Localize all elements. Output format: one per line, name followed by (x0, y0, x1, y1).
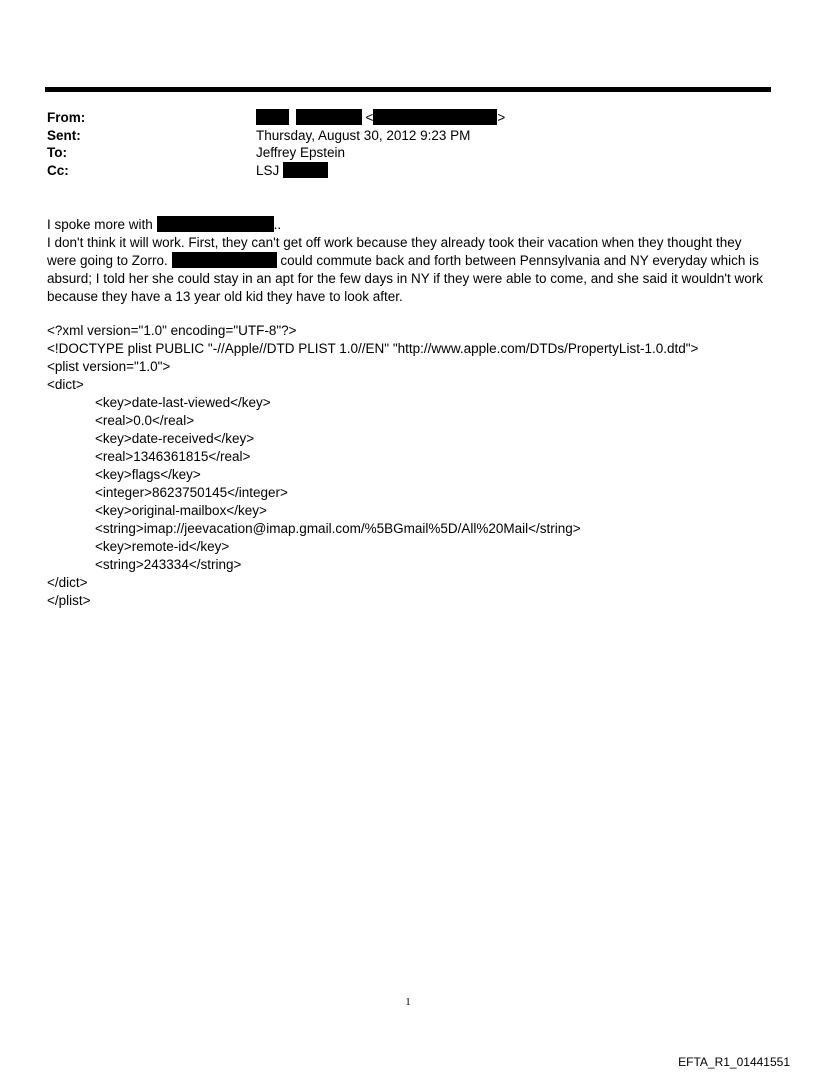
page-number: 1 (405, 996, 411, 1008)
plist-line: <key>date-last-viewed</key> (95, 395, 271, 410)
header-rule (45, 87, 771, 92)
plist-line: <plist version="1.0"> (47, 359, 171, 374)
redaction-block (373, 109, 497, 125)
sent-value: Thursday, August 30, 2012 9:23 PM (256, 127, 471, 143)
redaction-block (256, 109, 289, 125)
cc-value (256, 162, 328, 180)
plist-line: <integer>8623750145</integer> (95, 485, 288, 500)
sent-label: Sent: (47, 127, 81, 143)
redaction-block (172, 252, 277, 268)
plist-line: <real>0.0</real> (95, 413, 195, 428)
plist-block (47, 322, 787, 610)
body-line-1-start: I spoke more with (47, 217, 153, 232)
email-body (47, 216, 767, 306)
plist-line: <key>remote-id</key> (95, 539, 230, 554)
to-label: To: (47, 145, 67, 161)
body-paragraph-2 (47, 234, 767, 306)
cc-text: LSJ (256, 162, 280, 178)
plist-line: <string>imap://jeevacation@imap.gmail.com/%5BGmail%5D/All%20Mail</string> (95, 521, 581, 536)
body-line-1-end: .. (273, 217, 282, 232)
body-paragraph-2-end: could commute back and forth between Pennsylvania and NY everyday which is absurd; I told her she could stay in an apt for the few days in NY if they were able to come, and she said it wouldn't work because they have a 13 year old kid they have to look after. (47, 253, 763, 304)
body-line-1 (47, 216, 767, 234)
body-paragraph-2-start: I don't think it will work. First, they can't get off work because they already took their vacation when they thought they were going to Zorro. (47, 235, 742, 268)
redaction-block (157, 216, 274, 232)
plist-line: <key>flags</key> (95, 467, 201, 482)
plist-line: <!DOCTYPE plist PUBLIC "-//Apple//DTD PLIST 1.0//EN" "http://www.apple.com/DTDs/PropertyList-1.0.dtd"> (47, 341, 699, 356)
from-label: From: (47, 110, 86, 125)
from-value (256, 109, 505, 127)
plist-line: <string>243334</string> (95, 557, 242, 572)
plist-line: </plist> (47, 593, 91, 608)
redaction-block (296, 109, 362, 125)
bates-number: EFTA_R1_01441551 (678, 1055, 790, 1069)
plist-line: <real>1346361815</real> (95, 449, 251, 464)
plist-line: <?xml version="1.0" encoding="UTF-8"?> (47, 323, 297, 338)
plist-line: <key>original-mailbox</key> (95, 503, 267, 518)
plist-line: </dict> (47, 575, 88, 590)
to-value: Jeffrey Epstein (256, 145, 346, 161)
from-gt: > (497, 110, 506, 125)
from-lt: < (365, 110, 374, 125)
plist-line: <key>date-received</key> (95, 431, 255, 446)
plist-line: <dict> (47, 377, 84, 392)
cc-label: Cc: (47, 162, 69, 178)
redaction-block (283, 162, 328, 178)
